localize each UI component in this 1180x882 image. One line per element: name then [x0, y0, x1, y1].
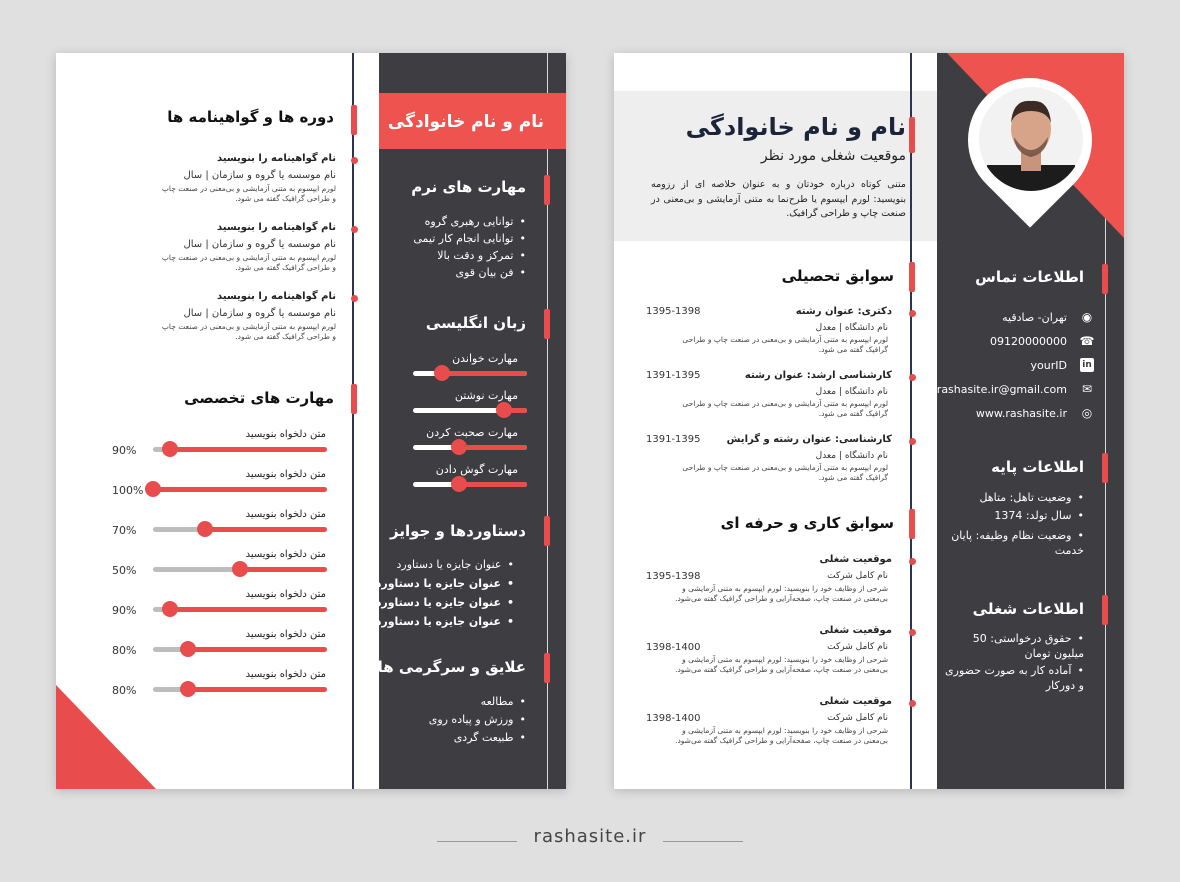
- section-marker: [1102, 595, 1108, 625]
- timeline-dot: [909, 310, 916, 317]
- timeline-dot: [909, 558, 916, 565]
- english-skill-label: مهارت صحبت کردن: [426, 426, 518, 439]
- basic-info-item: • وضعیت تاهل: متاهل: [979, 491, 1084, 504]
- timeline-dot: [351, 157, 358, 164]
- timeline-line: [910, 53, 912, 789]
- contact-globe-text[interactable]: www.rashasite.ir: [975, 407, 1067, 420]
- expert-skill-knob[interactable]: [145, 481, 161, 497]
- award-item: • عنوان جایزه یا دستاورد: [376, 615, 514, 628]
- english-heading: زبان انگلیسی: [425, 314, 526, 332]
- expert-skill-knob[interactable]: [162, 601, 178, 617]
- english-skill-label: مهارت گوش دادن: [435, 463, 518, 476]
- expert-skill-knob[interactable]: [232, 561, 248, 577]
- full-name: نام و نام خانوادگی: [685, 113, 906, 141]
- english-skill-fill: [442, 371, 528, 376]
- expert-skill-percent: 70%: [112, 524, 137, 537]
- certificate-org: نام موسسه یا گروه و سازمان | سال: [183, 308, 336, 319]
- work-heading: سوابق کاری و حرفه ای: [720, 514, 894, 532]
- section-marker: [351, 105, 357, 135]
- linkedin-icon: in: [1080, 358, 1094, 372]
- expert-skill-fill: [170, 607, 327, 612]
- english-skill-knob[interactable]: [434, 365, 450, 381]
- phone-icon: ☎: [1079, 334, 1095, 348]
- contact-linkedin-text[interactable]: yourID: [1030, 359, 1067, 372]
- certificate-desc: لورم ایپسوم به متنی آزمایشی و بی‌معنی در صنعت چاپ و طراحی گرافیک گفته می شود.: [161, 322, 336, 342]
- section-marker: [909, 262, 915, 292]
- expert-skill-percent: 50%: [112, 564, 137, 577]
- certificates-heading: دوره ها و گواهینامه ها: [167, 108, 334, 126]
- expert-skill-percent: 80%: [112, 644, 137, 657]
- email-icon: ✉: [1081, 382, 1093, 396]
- soft-skill-item: • توانایی رهبری گروه: [425, 215, 526, 228]
- profile-photo: [977, 85, 1085, 193]
- education-heading: سوابق تحصیلی: [781, 267, 894, 285]
- certificate-org: نام موسسه یا گروه و سازمان | سال: [183, 170, 336, 181]
- hobby-item: • ورزش و پیاده روی: [429, 713, 526, 726]
- resume-page-2: [56, 53, 566, 789]
- certificate-title: نام گواهینامه را بنویسید: [217, 153, 336, 164]
- work-company: نام کامل شرکت: [827, 571, 888, 581]
- awards-heading: دستاوردها و جوایز: [390, 522, 526, 540]
- education-desc: لورم ایپسوم به متنی آزمایشی و بی‌معنی در صنعت چاپ و طراحی گرافیک گفته می شود.: [682, 399, 888, 419]
- soft-skills-heading: مهارت های نرم: [411, 178, 526, 196]
- section-marker: [544, 516, 550, 546]
- work-company: نام کامل شرکت: [827, 713, 888, 723]
- expert-skill-percent: 80%: [112, 684, 137, 697]
- certificate-title: نام گواهینامه را بنویسید: [217, 291, 336, 302]
- education-years: 1391-1395: [646, 434, 701, 445]
- education-years: 1395-1398: [646, 306, 701, 317]
- expert-skill-fill: [153, 487, 327, 492]
- education-title: کارشناسی: عنوان رشته و گرایش: [726, 434, 892, 445]
- location-icon: ◉: [1081, 310, 1093, 324]
- contact-location-text[interactable]: تهران- صادقیه: [1002, 311, 1067, 324]
- education-years: 1391-1395: [646, 370, 701, 381]
- work-desc: شرحی از وظایف خود را بنویسید: لورم ایپسوم به متنی آزمایشی و بی‌معنی در صنعت چاپ، صفحه‌آرایی و طراحی گرافیک گفته می‌شود.: [675, 726, 888, 746]
- basic-info-item: • سال تولد: 1374: [994, 509, 1084, 522]
- footer-line-right: [663, 841, 743, 842]
- job-info-item: • آماده کار به صورت حضوری و دورکار: [944, 663, 1084, 694]
- education-desc: لورم ایپسوم به متنی آزمایشی و بی‌معنی در صنعت چاپ و طراحی گرافیک گفته می شود.: [682, 463, 888, 483]
- expert-skill-fill: [170, 447, 327, 452]
- hobby-item: • مطالعه: [481, 695, 526, 708]
- expert-skill-percent: 90%: [112, 604, 137, 617]
- section-marker: [544, 175, 550, 205]
- work-years: 1398-1400: [646, 713, 701, 724]
- resume-page-1: [614, 53, 1124, 789]
- section-marker: [1102, 264, 1108, 294]
- expert-skill-percent: 90%: [112, 444, 137, 457]
- award-item: • عنوان جایزه یا دستاورد: [376, 577, 514, 590]
- soft-skill-item: • تمرکز و دقت بالا: [437, 249, 526, 262]
- work-desc: شرحی از وظایف خود را بنویسید: لورم ایپسوم به متنی آزمایشی و بی‌معنی در صنعت چاپ، صفحه‌آرایی و طراحی گرافیک گفته می‌شود.: [675, 584, 888, 604]
- basic-info-item: • وضعیت نظام وظیفه: پایان خدمت: [944, 528, 1084, 559]
- expert-skill-label: متن دلخواه بنویسید: [245, 549, 326, 560]
- basic-info-heading: اطلاعات پایه: [991, 458, 1084, 476]
- section-marker: [544, 653, 550, 683]
- work-company: نام کامل شرکت: [827, 642, 888, 652]
- work-title: موقعیت شغلی: [819, 554, 892, 565]
- expert-skill-label: متن دلخواه بنویسید: [245, 629, 326, 640]
- job-position: موقعیت شغلی مورد نظر: [760, 148, 906, 164]
- timeline-dot: [351, 226, 358, 233]
- sidebar-dark: [379, 53, 566, 789]
- award-item: • عنوان جایزه یا دستاورد: [397, 558, 514, 571]
- english-skill-knob[interactable]: [451, 476, 467, 492]
- timeline-dot: [909, 374, 916, 381]
- english-skill-label: مهارت نوشتن: [454, 389, 518, 402]
- english-skill-fill: [459, 482, 527, 487]
- english-skill-fill: [459, 445, 527, 450]
- education-institution: نام دانشگاه | معدل: [815, 323, 888, 333]
- expert-skill-fill: [240, 567, 327, 572]
- expert-skill-label: متن دلخواه بنویسید: [245, 509, 326, 520]
- timeline-dot: [351, 295, 358, 302]
- certificate-desc: لورم ایپسوم به متنی آزمایشی و بی‌معنی در صنعت چاپ و طراحی گرافیک گفته می شود.: [161, 253, 336, 273]
- soft-skill-item: • توانایی انجام کار تیمی: [413, 232, 526, 245]
- english-skill-knob[interactable]: [451, 439, 467, 455]
- contact-heading: اطلاعات تماس: [975, 268, 1084, 286]
- timeline-dot: [909, 629, 916, 636]
- expert-skill-label: متن دلخواه بنویسید: [245, 589, 326, 600]
- expert-skill-knob[interactable]: [180, 641, 196, 657]
- section-marker: [909, 117, 915, 153]
- expert-skill-fill: [188, 647, 327, 652]
- section-marker: [351, 384, 357, 414]
- education-desc: لورم ایپسوم به متنی آزمایشی و بی‌معنی در صنعت چاپ و طراحی گرافیک گفته می شود.: [682, 335, 888, 355]
- work-years: 1398-1400: [646, 642, 701, 653]
- expert-skill-fill: [188, 687, 327, 692]
- hobby-item: • طبیعت گردی: [454, 731, 526, 744]
- soft-skill-item: • فن بیان قوی: [456, 266, 527, 279]
- certificate-org: نام موسسه یا گروه و سازمان | سال: [183, 239, 336, 250]
- award-item: • عنوان جایزه یا دستاورد: [376, 596, 514, 609]
- section-marker: [1102, 453, 1108, 483]
- certificate-title: نام گواهینامه را بنویسید: [217, 222, 336, 233]
- expert-skill-fill: [205, 527, 327, 532]
- contact-phone-text[interactable]: 09120000000: [990, 335, 1067, 348]
- job-info-item: • حقوق درخواستی: 50 میلیون تومان: [944, 631, 1084, 662]
- expert-skill-percent: 100%: [112, 484, 144, 497]
- work-desc: شرحی از وظایف خود را بنویسید: لورم ایپسوم به متنی آزمایشی و بی‌معنی در صنعت چاپ، صفحه‌آرایی و طراحی گرافیک گفته می‌شود.: [675, 655, 888, 675]
- expert-skill-label: متن دلخواه بنویسید: [245, 469, 326, 480]
- education-institution: نام دانشگاه | معدل: [815, 387, 888, 397]
- expert-skill-label: متن دلخواه بنویسید: [245, 669, 326, 680]
- globe-icon: ◎: [1081, 406, 1093, 420]
- hobbies-heading: علایق و سرگرمی ها: [377, 658, 526, 676]
- section-marker: [909, 509, 915, 539]
- work-title: موقعیت شغلی: [819, 625, 892, 636]
- english-skill-label: مهارت خواندن: [452, 352, 518, 365]
- education-title: دکتری: عنوان رشته: [795, 306, 892, 317]
- work-years: 1395-1398: [646, 571, 701, 582]
- footer-site[interactable]: rashasite.ir: [533, 826, 647, 847]
- job-info-heading: اطلاعات شغلی: [972, 600, 1084, 618]
- timeline-dot: [909, 438, 916, 445]
- certificate-desc: لورم ایپسوم به متنی آزمایشی و بی‌معنی در صنعت چاپ و طراحی گرافیک گفته می شود.: [161, 184, 336, 204]
- timeline-dot: [909, 700, 916, 707]
- expert-skill-label: متن دلخواه بنویسید: [245, 429, 326, 440]
- page-title: نام و نام خانوادگی: [387, 112, 544, 132]
- section-marker: [544, 309, 550, 339]
- education-institution: نام دانشگاه | معدل: [815, 451, 888, 461]
- expert-skills-heading: مهارت های تخصصی: [184, 389, 334, 407]
- work-title: موقعیت شغلی: [819, 696, 892, 707]
- expert-skill-knob[interactable]: [197, 521, 213, 537]
- contact-email-text[interactable]: rashasite.ir@gmail.com: [936, 383, 1067, 396]
- summary-text: متنی کوتاه درباره خودتان و به عنوان خلاصه ای از رزومه بنویسید: لورم ایپسوم یا طرح‌نما به متنی آزمایشی و بی‌معنی در صنعت چاپ و طراحی گرافیک.: [651, 179, 906, 220]
- education-title: کارشناسی ارشد: عنوان رشته: [744, 370, 892, 381]
- expert-skill-knob[interactable]: [180, 681, 196, 697]
- expert-skill-knob[interactable]: [162, 441, 178, 457]
- corner-triangle: [56, 685, 156, 789]
